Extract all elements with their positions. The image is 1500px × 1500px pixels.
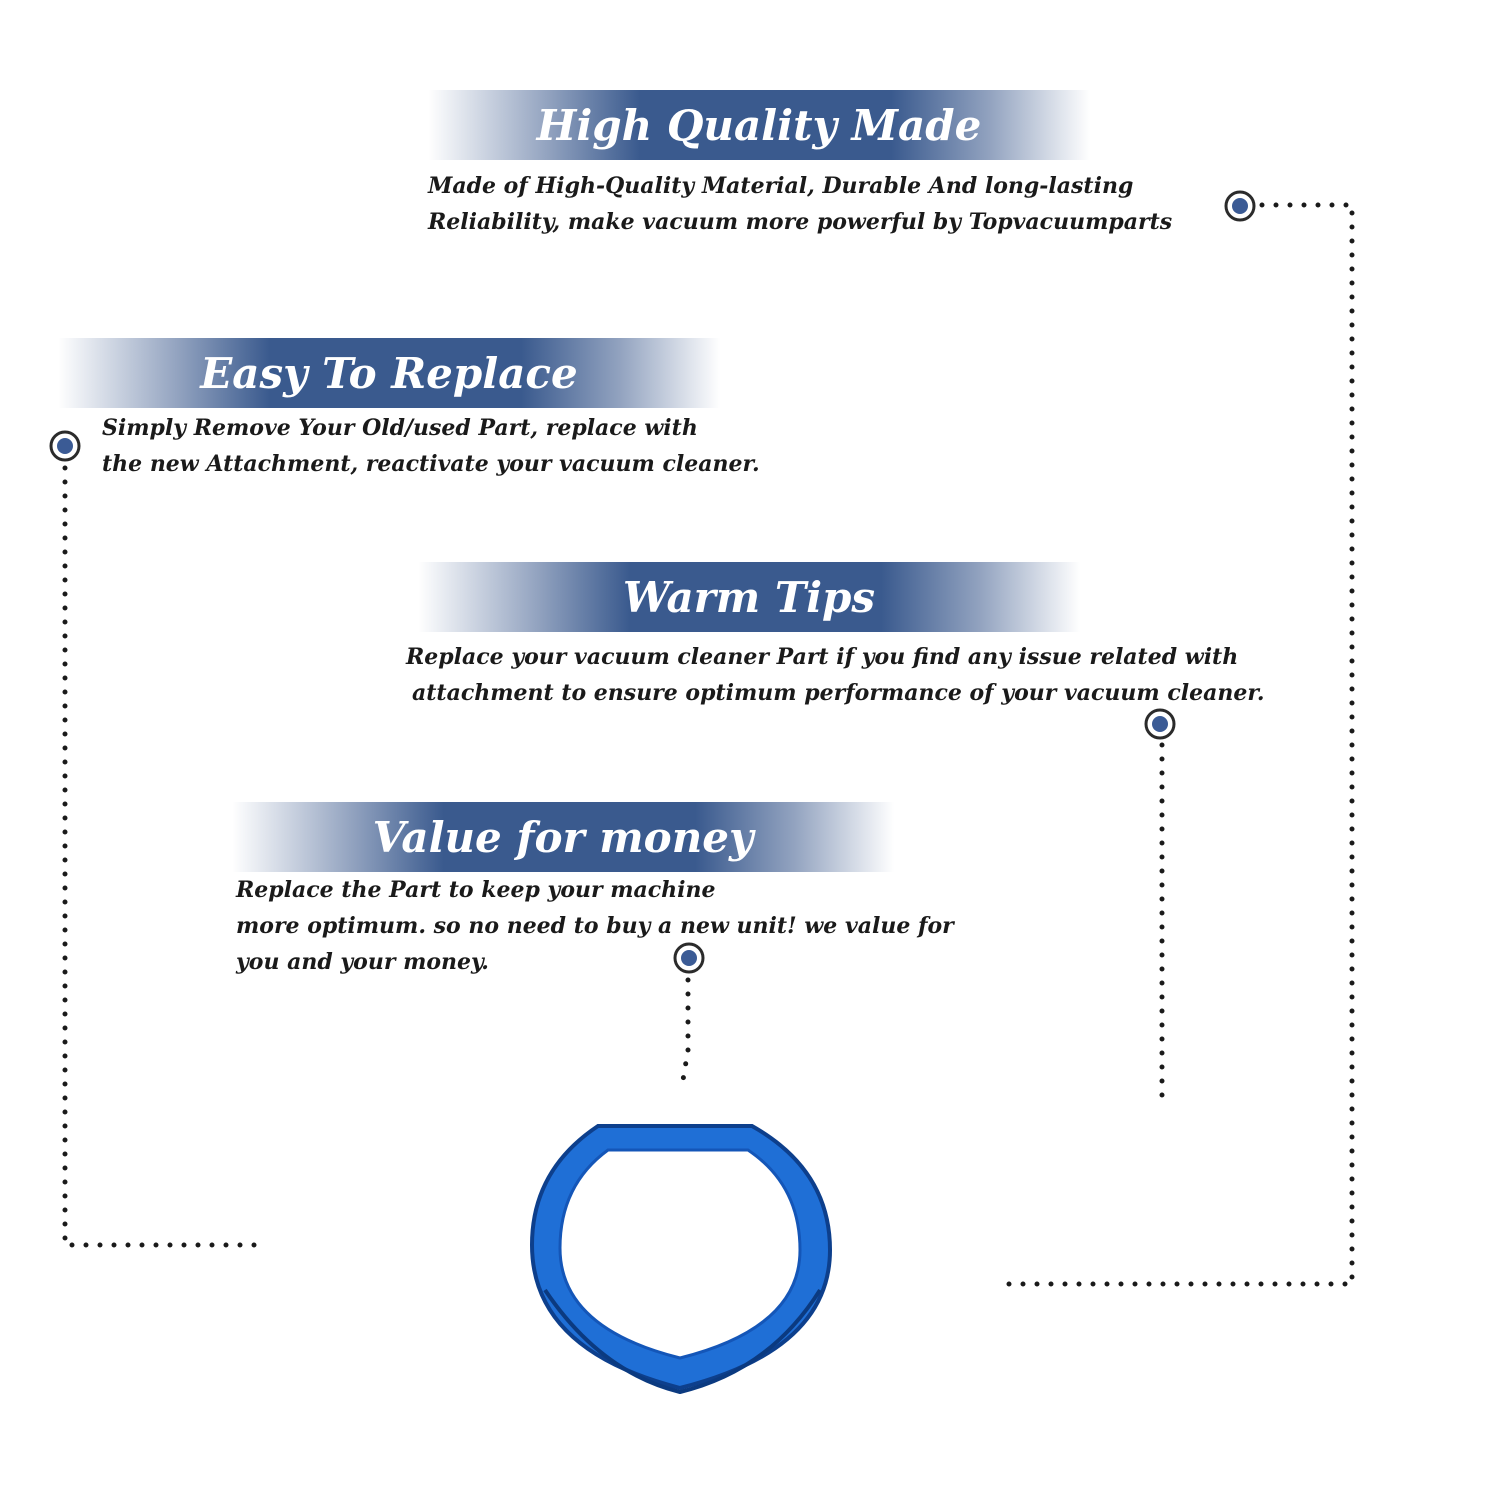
desc-warm-tips-line-2: attachment to ensure optimum performance of your vacuum cleaner. [412,680,1265,706]
title-high-quality: High Quality Made [536,100,982,150]
desc-high-quality [428,168,1172,240]
desc-easy-replace-line-1: Simply Remove Your Old/used Part, replace with [102,415,698,441]
desc-value-money-line-1: Replace the Part to keep your machine [236,877,716,903]
title-warm-tips: Warm Tips [622,572,876,622]
desc-easy-replace-line-2: the new Attachment, reactivate your vacuum cleaner. [102,451,760,477]
desc-easy-replace [102,410,760,482]
desc-warm-tips-line-1: Replace your vacuum cleaner Part if you find any issue related with [406,644,1239,670]
desc-high-quality-line-2: Reliability, make vacuum more powerful by Topvacuumparts [428,209,1173,235]
connector-high-quality [1000,205,1352,1284]
connector-easy-replace [65,468,258,1245]
desc-value-money-line-3: you and your money. [236,949,489,975]
desc-warm-tips [406,639,1265,711]
banner-high-quality [428,90,1090,160]
marker-easy-replace-icon [51,432,79,460]
connector-value-money [682,980,688,1086]
title-value-money: Value for money [372,812,754,862]
marker-warm-tips-icon [1146,710,1174,738]
banner-warm-tips [418,562,1080,632]
desc-value-money-line-2: more optimum. so no need to buy a new unit! we value for [236,913,954,939]
title-easy-replace: Easy To Replace [200,348,578,398]
marker-high-quality-icon [1226,192,1254,220]
banner-value-money [232,802,894,872]
filter-gasket-image [532,1126,830,1392]
desc-high-quality-line-1: Made of High-Quality Material, Durable And long-lasting [428,173,1134,199]
banner-easy-replace [58,338,720,408]
desc-value-money [236,872,954,980]
